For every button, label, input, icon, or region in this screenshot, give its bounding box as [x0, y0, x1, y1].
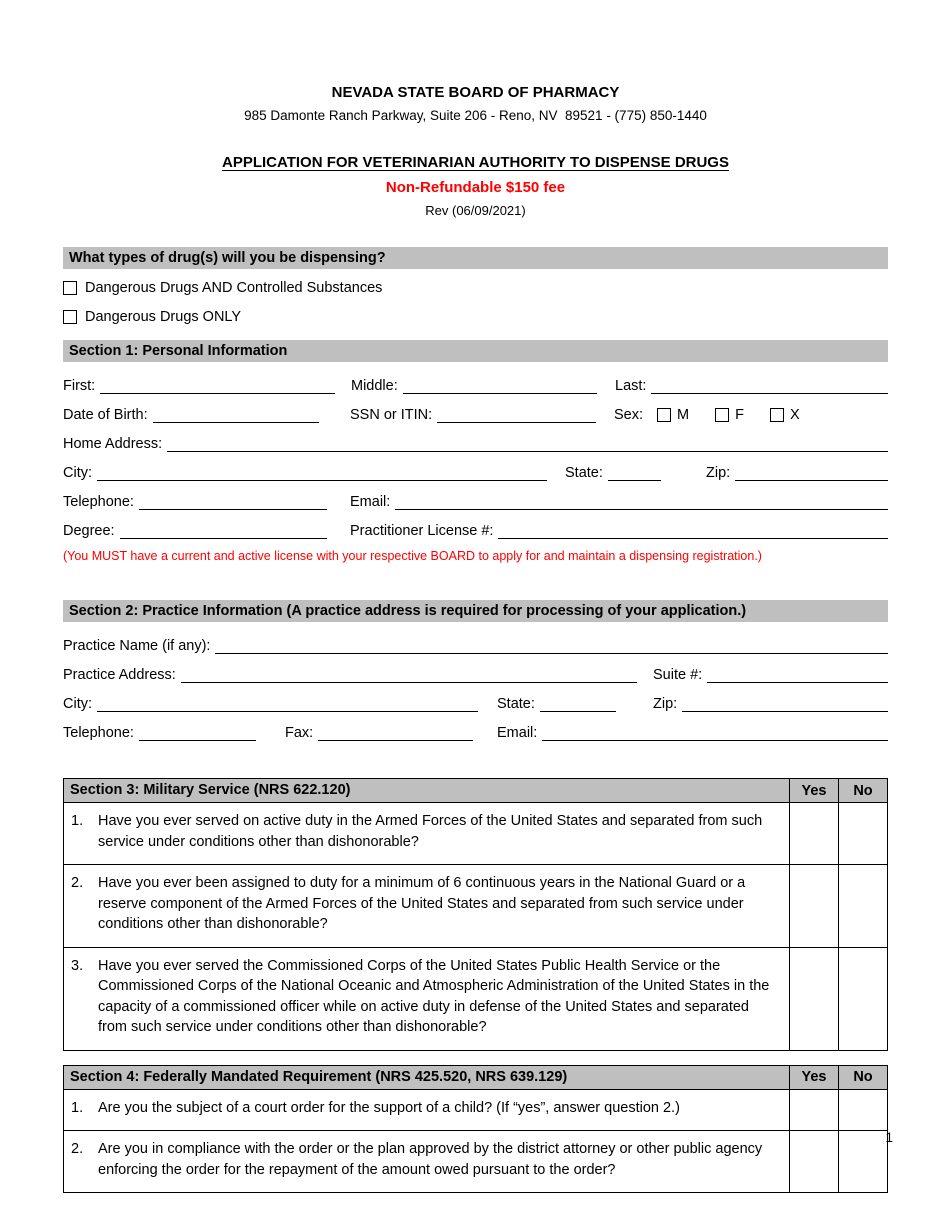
military-q1 — [64, 803, 790, 865]
sex-option-m-label: M — [677, 407, 690, 423]
drug-type-option-label: Dangerous Drugs AND Controlled Substances — [85, 280, 383, 296]
suite-label: Suite #: — [653, 667, 703, 683]
practice-address-field[interactable] — [181, 666, 637, 683]
home-address-label: Home Address: — [63, 436, 163, 452]
section1-telephone-row — [63, 490, 888, 510]
table-row — [64, 947, 888, 1050]
practice-fax-label: Fax: — [285, 725, 314, 741]
drug-type-option-dangerous-and-controlled[interactable] — [63, 278, 888, 298]
section1-name-row — [63, 374, 888, 394]
military-q2-yes-cell[interactable] — [790, 865, 839, 948]
license-required-note: (You MUST have a current and active license with your respective BOARD to apply for and maintain a dispensing registration.) — [63, 549, 762, 563]
question-number: 3. — [71, 957, 84, 974]
org-address: 985 Damonte Ranch Parkway, Suite 206 - Reno, NV 89521 - (775) 850-1440 — [244, 108, 707, 123]
military-q1-yes-cell[interactable] — [790, 803, 839, 865]
first-name-label: First: — [63, 378, 96, 394]
zip-label: Zip: — [706, 465, 731, 481]
section4-no-header: No — [839, 1065, 888, 1089]
federal-q2 — [64, 1131, 790, 1193]
question-number: 2. — [71, 1141, 84, 1157]
section4-heading: Section 4: Federally Mandated Requirement (NRS 425.520, NRS 639.129) — [64, 1065, 790, 1089]
table-row — [64, 1131, 888, 1193]
practice-email-field[interactable] — [542, 724, 888, 741]
checkbox-icon[interactable] — [657, 408, 671, 422]
federal-q2-yes-cell[interactable] — [790, 1131, 839, 1193]
practice-city-label: City: — [63, 696, 92, 712]
federal-q2-no-cell[interactable] — [839, 1131, 888, 1193]
degree-label: Degree: — [63, 523, 115, 539]
practitioner-license-field[interactable] — [498, 522, 888, 539]
practice-address-label: Practice Address: — [63, 667, 176, 683]
practice-name-label: Practice Name (if any): — [63, 638, 211, 654]
practice-telephone-field[interactable] — [139, 724, 256, 741]
email-label: Email: — [350, 494, 391, 510]
practice-email-label: Email: — [497, 725, 538, 741]
sex-option-f[interactable] — [715, 407, 744, 423]
federal-q1-yes-cell[interactable] — [790, 1089, 839, 1131]
practice-state-field[interactable] — [540, 695, 616, 712]
email-field[interactable] — [395, 493, 888, 510]
sex-group — [614, 407, 888, 423]
section1-heading: Section 1: Personal Information — [63, 340, 888, 362]
middle-name-label: Middle: — [351, 378, 398, 394]
question-number: 1. — [71, 1099, 84, 1116]
table-row — [64, 865, 888, 948]
question-text: Have you ever been assigned to duty for a minimum of 6 continuous years in the National Guard or a reserve component of the Armed Forces of the United States and separated from such service under conditions other than dishonorable? — [98, 875, 746, 932]
ssn-field[interactable] — [437, 406, 596, 423]
home-address-field[interactable] — [167, 435, 888, 452]
section2-city-row — [63, 692, 888, 712]
degree-field[interactable] — [120, 522, 327, 539]
telephone-field[interactable] — [139, 493, 327, 510]
section1-city-row — [63, 461, 888, 481]
revision-date: Rev (06/09/2021) — [425, 203, 526, 218]
military-q3-yes-cell[interactable] — [790, 947, 839, 1050]
drug-types-heading: What types of drug(s) will you be dispensing? — [63, 247, 888, 269]
table-row — [64, 1089, 888, 1131]
military-q2-no-cell[interactable] — [839, 865, 888, 948]
section2-practice-name-row — [63, 634, 888, 654]
question-text: Have you ever served on active duty in the Armed Forces of the United States and separated from such service under conditions other than dishonorable? — [98, 813, 763, 850]
checkbox-icon[interactable] — [770, 408, 784, 422]
question-text: Are you the subject of a court order for the support of a child? (If “yes”, answer question 2.) — [98, 1099, 680, 1116]
state-field[interactable] — [608, 464, 661, 481]
section4-yes-header: Yes — [790, 1065, 839, 1089]
practice-zip-label: Zip: — [653, 696, 678, 712]
section2-heading: Section 2: Practice Information (A practice address is required for processing of your application.) — [63, 600, 888, 622]
ssn-label: SSN or ITIN: — [350, 407, 433, 423]
section3-yes-header: Yes — [790, 779, 839, 803]
federal-q1-no-cell[interactable] — [839, 1089, 888, 1131]
section2-practice-address-row — [63, 663, 888, 683]
city-field[interactable] — [97, 464, 547, 481]
military-q3 — [64, 947, 790, 1050]
practice-telephone-label: Telephone: — [63, 725, 134, 741]
sex-option-x-label: X — [789, 407, 800, 423]
drug-type-option-label: Dangerous Drugs ONLY — [85, 309, 242, 325]
section1-dob-row — [63, 403, 888, 423]
military-q1-no-cell[interactable] — [839, 803, 888, 865]
dob-label: Date of Birth: — [63, 407, 148, 423]
section4-federal-requirement-table — [63, 1065, 888, 1194]
first-name-field[interactable] — [100, 377, 335, 394]
federal-q1 — [64, 1089, 790, 1131]
last-name-label: Last: — [615, 378, 647, 394]
middle-name-field[interactable] — [403, 377, 597, 394]
checkbox-icon[interactable] — [63, 281, 77, 295]
question-text: Are you in compliance with the order or the plan approved by the district attorney or other public agency enforcing the order for the repayment of the amount owed pursuant to the order? — [98, 1141, 763, 1178]
sex-label: Sex: — [614, 407, 644, 423]
sex-option-f-label: F — [735, 407, 744, 423]
practitioner-license-label: Practitioner License #: — [350, 523, 494, 539]
drug-type-option-dangerous-only[interactable] — [63, 307, 888, 327]
question-number: 2. — [71, 875, 84, 891]
section1-degree-row — [63, 519, 888, 539]
military-q3-no-cell[interactable] — [839, 947, 888, 1050]
practice-city-field[interactable] — [97, 695, 478, 712]
last-name-field[interactable] — [651, 377, 888, 394]
practice-zip-field[interactable] — [682, 695, 888, 712]
sex-option-m[interactable] — [657, 407, 689, 423]
city-label: City: — [63, 465, 92, 481]
section3-no-header: No — [839, 779, 888, 803]
checkbox-icon[interactable] — [715, 408, 729, 422]
org-name: NEVADA STATE BOARD OF PHARMACY — [331, 84, 620, 101]
question-text: Have you ever served the Commissioned Corps of the United States Public Health Service or the Commissioned Corps of the National Oceanic and Atmospheric Administration of the United States in the capacity of a commissioned officer while on active duty in defense of the United States and separated from such service under conditions other than dishonorable? — [98, 957, 770, 1035]
practice-fax-field[interactable] — [318, 724, 473, 741]
section3-military-service-table — [63, 778, 888, 1051]
telephone-label: Telephone: — [63, 494, 134, 510]
question-number: 1. — [71, 813, 84, 829]
fee-note: Non-Refundable $150 fee — [385, 179, 566, 196]
practice-name-field[interactable] — [215, 637, 888, 654]
zip-field[interactable] — [735, 464, 888, 481]
section3-heading: Section 3: Military Service (NRS 622.120) — [64, 779, 790, 803]
page-number: 1 — [885, 1130, 893, 1145]
military-q2 — [64, 865, 790, 948]
sex-option-x[interactable] — [770, 407, 800, 423]
section1-home-address-row — [63, 432, 888, 452]
state-label: State: — [565, 465, 603, 481]
section2-telephone-row — [63, 721, 888, 741]
dob-field[interactable] — [153, 406, 319, 423]
practice-state-label: State: — [497, 696, 535, 712]
table-row — [64, 803, 888, 865]
doc-title: APPLICATION FOR VETERINARIAN AUTHORITY TO DISPENSE DRUGS — [222, 154, 729, 171]
suite-field[interactable] — [707, 666, 888, 683]
checkbox-icon[interactable] — [63, 310, 77, 324]
